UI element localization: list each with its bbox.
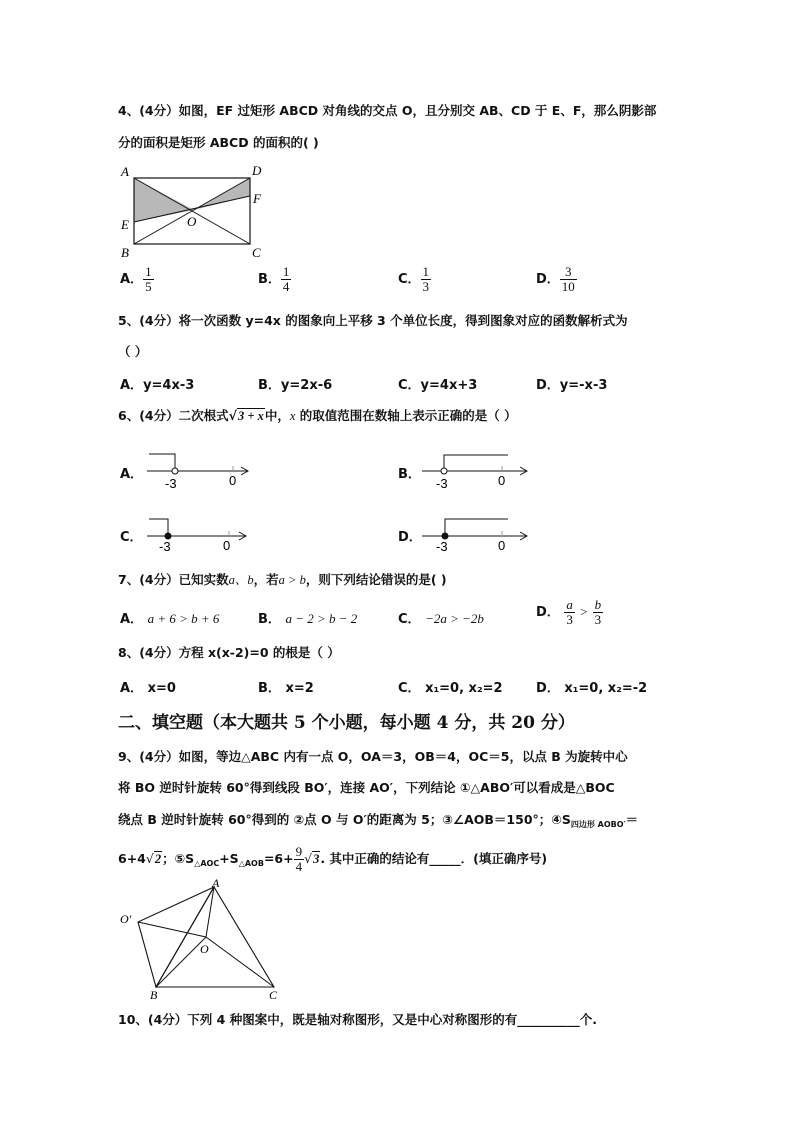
q6-option-a[interactable]: A． [120,467,144,482]
q4-rectangle-figure [118,162,268,262]
q8-option-c[interactable]: C． x₁=0, x₂=2 [398,681,503,696]
q7-option-b[interactable]: B． a − 2 > b − 2 [258,611,358,627]
q5-stem-line1: 5、(4分）将一次函数 y=4x 的图象向上平移 3 个单位长度，得到图象对应的函数解析式为 [118,313,628,328]
q4-label-f: F [253,191,261,206]
q9-label-o: O [200,942,209,956]
q6-d-label-left: -3 [436,539,448,554]
q6-a-label-left: -3 [165,476,177,491]
q5-option-c[interactable]: C．y=4x+3 [398,378,478,393]
q8-option-d[interactable]: D． x₁=0, x₂=-2 [536,681,648,696]
q5-option-a[interactable]: A．y=4x-3 [120,378,195,393]
q10-stem: 10、(4分）下列 4 种图案中，既是轴对称图形，又是中心对称图形的有__________个. [118,1012,597,1027]
q9-line3: 绕点 B 逆时针旋转 60°得到的 ②点 O 与 O′的距离为 5；③∠AOB＝150°；$④S_{四边形 AOBO'}=$ [118,812,639,829]
q5-option-d[interactable]: D．y=-x-3 [536,378,608,393]
q9-triangle-figure [118,875,288,1005]
q6-option-c[interactable]: C． [120,530,143,545]
q9-line1: 9、(4分）如图，等边△ABC 内有一点 O，OA＝3，OB＝4，OC＝5，以点 B 为旋转中心 [118,749,628,764]
q4-label-b: B [121,245,129,260]
q7-option-c[interactable]: C． −2a > −2b [398,611,484,627]
q6-b-label-right: 0 [498,473,506,488]
q4-option-a[interactable]: A． $\frac{1}{5}$ [120,264,152,294]
q8-option-b[interactable]: B． x=2 [258,681,314,696]
q6-b-label-left: -3 [436,476,448,491]
q6-d-label-right: 0 [498,538,506,553]
q9-line2: 将 BO 逆时针旋转 60°得到线段 BO′，连接 AO′，下列结论 ①△ABO′可以看成是△BOC [118,780,615,795]
q6-option-d[interactable]: D． [398,530,422,545]
q4-label-d: D [252,163,262,178]
q8-option-a[interactable]: A． x=0 [120,681,176,696]
q6-numberline-d [420,514,530,559]
q9-label-c: C [269,988,278,1002]
q4-option-b[interactable]: B． $\frac{1}{4}$ [258,264,290,294]
q4-label-o: O [187,214,197,229]
q6-c-label-left: -3 [159,539,171,554]
q6-numberline-c [145,514,255,559]
q4-option-d[interactable]: D． $\frac{3}{10}$ [536,264,575,294]
q9-label-b: B [150,988,158,1002]
q9-label-a: A [212,876,220,890]
q6-numberline-a [145,450,255,495]
q5-stem-line2: （ ） [118,344,148,359]
q9-label-o2: O′ [120,912,132,926]
q4-option-c[interactable]: C． $\frac{1}{3}$ [398,264,430,294]
q6-a-label-right: 0 [229,473,237,488]
q4-label-e: E [121,217,129,232]
q6-numberline-b [420,450,530,495]
q9-triangle-abc [156,887,274,987]
q5-option-b[interactable]: B．y=2x-6 [258,378,333,393]
q6-c-label-right: 0 [223,538,231,553]
q4-label-a: A [121,164,129,179]
q4-stem-line2: 分的面积是矩形 ABCD 的面积的( ) [118,135,319,150]
section2-heading: 二、填空题（本大题共 5 个小题，每小题 4 分，共 20 分） [118,713,575,733]
q9-line4: 6+4√2；$⑤S_{\triangle AOC}+S_{\triangle AOB}=6+$ $\frac{9}{4}$ √3. 其中正确的结论有_____．(填正确序号) [118,844,548,874]
q6-option-b[interactable]: B． [398,467,421,482]
q8-stem: 8、(4分）方程 x(x-2)=0 的根是（ ） [118,645,340,660]
q4-label-c: C [252,245,261,260]
q9-triangle-abo2 [138,887,214,987]
q7-option-a[interactable]: A． a + 6 > b + 6 [120,611,220,627]
q7-stem: 7、(4分）已知实数a、b，若a > b，则下列结论错误的是( ) [118,572,447,587]
q6-stem: 6、(4分）二次根式√3 + x中，x 的取值范围在数轴上表示正确的是（ ） [118,408,517,423]
q4-stem-line1: 4、(4分）如图，EF 过矩形 ABCD 对角线的交点 O，且分别交 AB、CD 于 E、F，那么阴影部 [118,103,657,118]
q7-option-d[interactable]: D． $\frac{a}{3}$ > $\frac{b}{3}$ [536,597,602,627]
